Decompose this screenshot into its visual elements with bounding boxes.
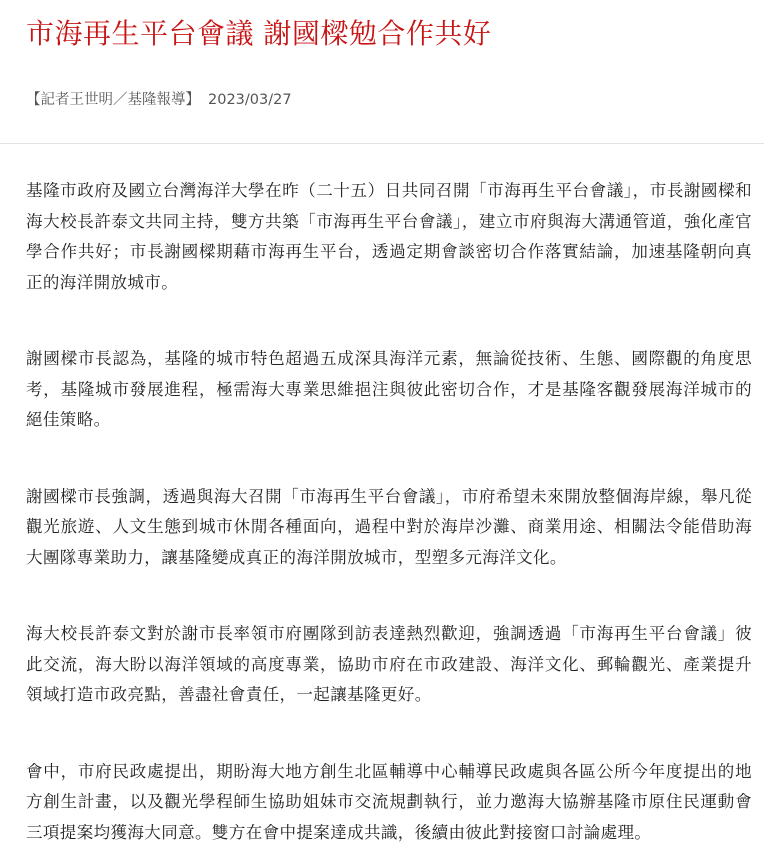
header-divider bbox=[0, 143, 764, 144]
reporter-credit: 【記者王世明／基隆報導】 bbox=[26, 92, 200, 108]
article-body bbox=[26, 176, 752, 848]
publish-date: 2023/03/27 bbox=[208, 92, 292, 108]
article-byline bbox=[26, 89, 292, 111]
article-paragraph-2: 謝國樑市長認為，基隆的城市特色超過五成深具海洋元素，無論從技術、生態、國際觀的角度思考，基隆城市發展進程，極需海大專業思維挹注與彼此密切合作，才是基隆客觀發展海洋城市的絕佳策略。 bbox=[26, 344, 752, 436]
article-paragraph-3: 謝國樑市長強調，透過與海大召開「市海再生平台會議」，市府希望未來開放整個海岸線，舉凡從觀光旅遊、人文生態到城市休閒各種面向，過程中對於海岸沙灘、商業用途、相關法令能借助海大團隊專業助力，讓基隆變成真正的海洋開放城市，型塑多元海洋文化。 bbox=[26, 482, 752, 574]
article-paragraph-4: 海大校長許泰文對於謝市長率領市府團隊到訪表達熱烈歡迎，強調透過「市海再生平台會議」彼此交流，海大盼以海洋領域的高度專業，協助市府在市政建設、海洋文化、郵輪觀光、產業提升領域打造市政亮點，善盡社會責任，一起讓基隆更好。 bbox=[26, 619, 752, 711]
article-title: 市海再生平台會議 謝國樑勉合作共好 bbox=[26, 14, 491, 54]
article-paragraph-5: 會中，市府民政處提出，期盼海大地方創生北區輔導中心輔導民政處與各區公所今年度提出的地方創生計畫，以及觀光學程師生協助姐妹市交流規劃執行，並力邀海大協辦基隆市原住民運動會三項提案均獲海大同意。雙方在會中提案達成共識，後續由彼此對接窗口討論處理。 bbox=[26, 757, 752, 848]
article-paragraph-1: 基隆市政府及國立台灣海洋大學在昨（二十五）日共同召開「市海再生平台會議」，市長謝國樑和海大校長許泰文共同主持，雙方共築「市海再生平台會議」，建立市府與海大溝通管道，強化產官學合作共好；市長謝國樑期藉市海再生平台，透過定期會談密切合作落實結論，加速基隆朝向真正的海洋開放城市。 bbox=[26, 176, 752, 298]
